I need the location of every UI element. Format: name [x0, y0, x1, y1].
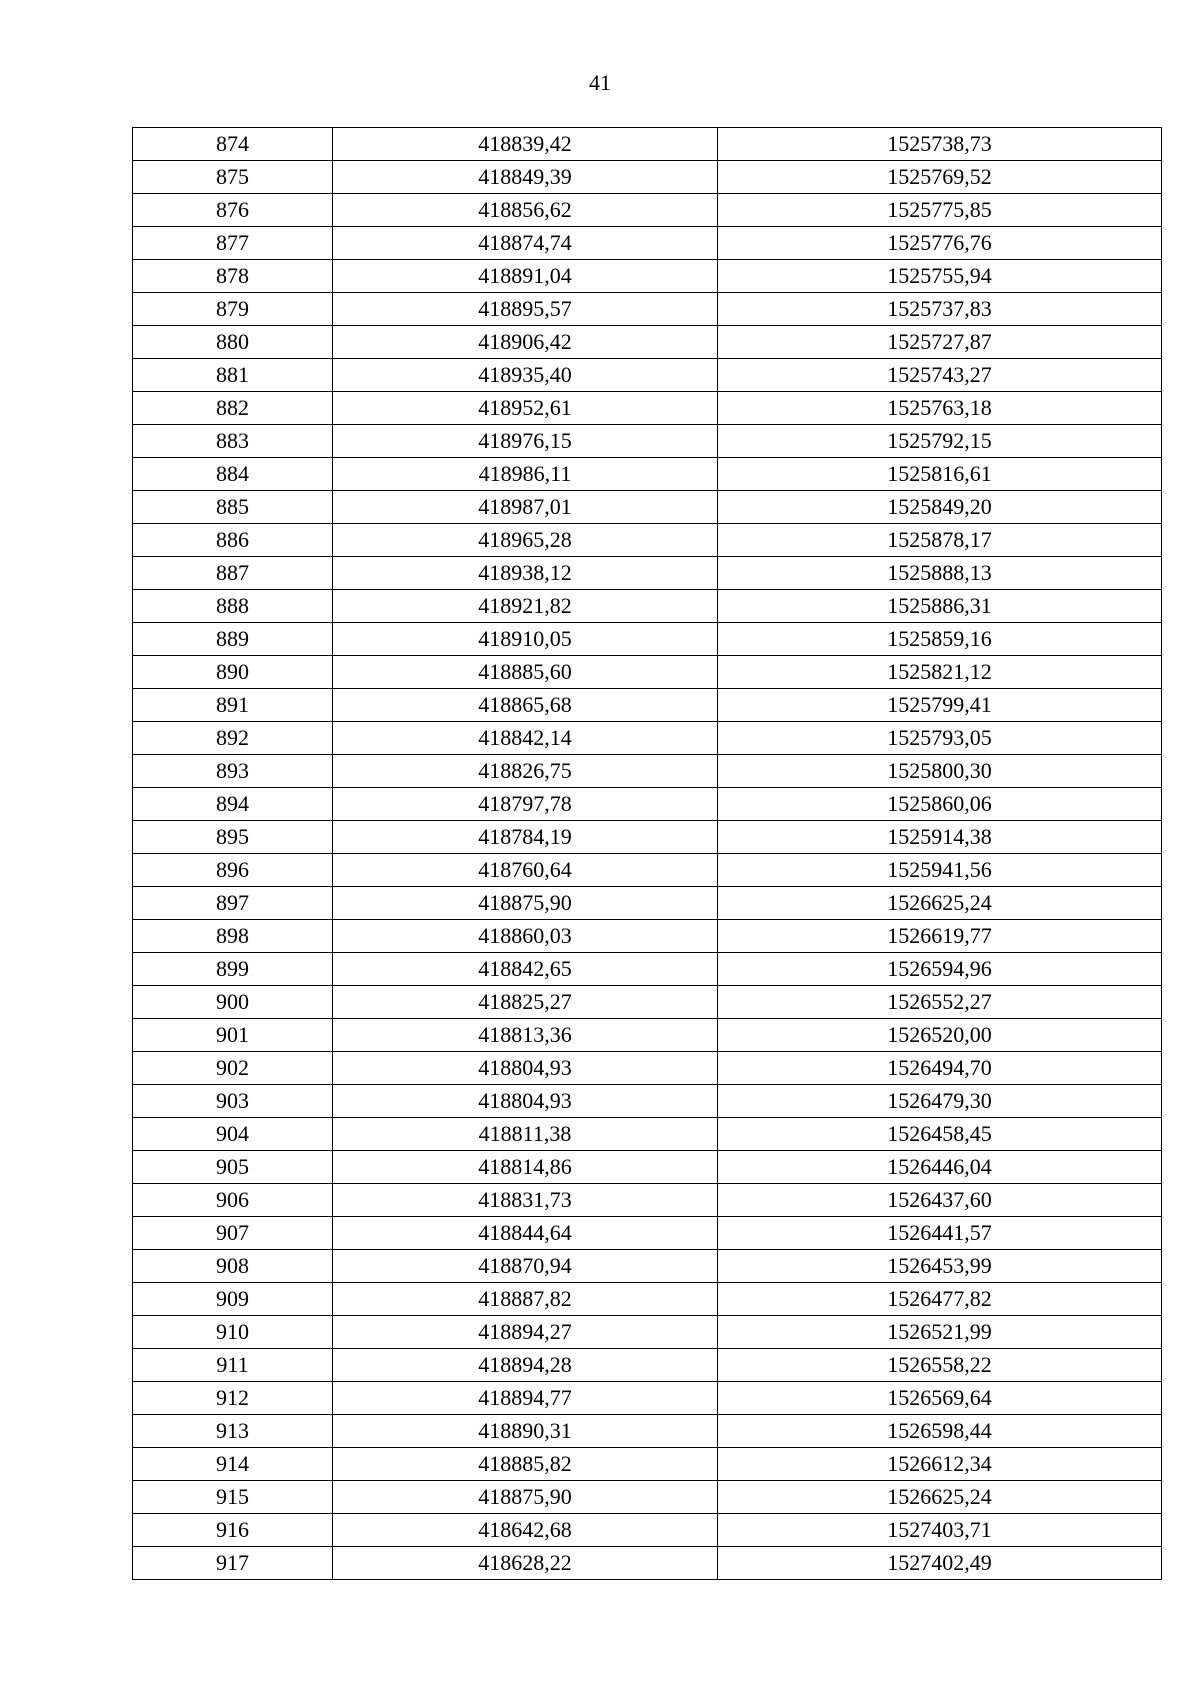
x-coordinate-cell: 418894,27 [333, 1316, 718, 1349]
x-coordinate-cell: 418760,64 [333, 854, 718, 887]
table-row [133, 1283, 1162, 1316]
x-coordinate-cell: 418887,82 [333, 1283, 718, 1316]
table-row [133, 1316, 1162, 1349]
table-row [133, 1250, 1162, 1283]
point-number-cell: 882 [133, 392, 333, 425]
x-coordinate-cell: 418825,27 [333, 986, 718, 1019]
table-row [133, 524, 1162, 557]
point-number-cell: 895 [133, 821, 333, 854]
table-row [133, 491, 1162, 524]
coordinates-table [132, 127, 1162, 1580]
point-number-cell: 913 [133, 1415, 333, 1448]
y-coordinate-cell: 1525737,83 [718, 293, 1162, 326]
y-coordinate-cell: 1526552,27 [718, 986, 1162, 1019]
y-coordinate-cell: 1526453,99 [718, 1250, 1162, 1283]
x-coordinate-cell: 418906,42 [333, 326, 718, 359]
point-number-cell: 912 [133, 1382, 333, 1415]
point-number-cell: 896 [133, 854, 333, 887]
table-row [133, 194, 1162, 227]
y-coordinate-cell: 1525859,16 [718, 623, 1162, 656]
x-coordinate-cell: 418875,90 [333, 1481, 718, 1514]
table-row [133, 1217, 1162, 1250]
y-coordinate-cell: 1525799,41 [718, 689, 1162, 722]
table-row [133, 1349, 1162, 1382]
point-number-cell: 907 [133, 1217, 333, 1250]
point-number-cell: 910 [133, 1316, 333, 1349]
x-coordinate-cell: 418895,57 [333, 293, 718, 326]
x-coordinate-cell: 418874,74 [333, 227, 718, 260]
x-coordinate-cell: 418860,03 [333, 920, 718, 953]
y-coordinate-cell: 1526612,34 [718, 1448, 1162, 1481]
table-row [133, 293, 1162, 326]
table-row [133, 1019, 1162, 1052]
table-row [133, 1052, 1162, 1085]
point-number-cell: 891 [133, 689, 333, 722]
table-row [133, 854, 1162, 887]
x-coordinate-cell: 418865,68 [333, 689, 718, 722]
point-number-cell: 886 [133, 524, 333, 557]
x-coordinate-cell: 418885,82 [333, 1448, 718, 1481]
y-coordinate-cell: 1525727,87 [718, 326, 1162, 359]
point-number-cell: 914 [133, 1448, 333, 1481]
table-row [133, 920, 1162, 953]
y-coordinate-cell: 1525755,94 [718, 260, 1162, 293]
y-coordinate-cell: 1526494,70 [718, 1052, 1162, 1085]
y-coordinate-cell: 1526594,96 [718, 953, 1162, 986]
y-coordinate-cell: 1525878,17 [718, 524, 1162, 557]
table-row [133, 1085, 1162, 1118]
point-number-cell: 892 [133, 722, 333, 755]
table-row [133, 623, 1162, 656]
table-row [133, 788, 1162, 821]
x-coordinate-cell: 418826,75 [333, 755, 718, 788]
y-coordinate-cell: 1525792,15 [718, 425, 1162, 458]
x-coordinate-cell: 418938,12 [333, 557, 718, 590]
point-number-cell: 876 [133, 194, 333, 227]
x-coordinate-cell: 418894,28 [333, 1349, 718, 1382]
point-number-cell: 897 [133, 887, 333, 920]
table-row [133, 359, 1162, 392]
point-number-cell: 880 [133, 326, 333, 359]
table-row [133, 887, 1162, 920]
point-number-cell: 884 [133, 458, 333, 491]
y-coordinate-cell: 1525941,56 [718, 854, 1162, 887]
y-coordinate-cell: 1526437,60 [718, 1184, 1162, 1217]
point-number-cell: 881 [133, 359, 333, 392]
y-coordinate-cell: 1525886,31 [718, 590, 1162, 623]
table-row [133, 689, 1162, 722]
y-coordinate-cell: 1525775,85 [718, 194, 1162, 227]
y-coordinate-cell: 1526625,24 [718, 1481, 1162, 1514]
table-row [133, 1118, 1162, 1151]
x-coordinate-cell: 418891,04 [333, 260, 718, 293]
x-coordinate-cell: 418642,68 [333, 1514, 718, 1547]
y-coordinate-cell: 1525849,20 [718, 491, 1162, 524]
table-row [133, 1151, 1162, 1184]
x-coordinate-cell: 418910,05 [333, 623, 718, 656]
point-number-cell: 890 [133, 656, 333, 689]
table-row [133, 1547, 1162, 1580]
table-row [133, 1382, 1162, 1415]
x-coordinate-cell: 418842,65 [333, 953, 718, 986]
y-coordinate-cell: 1526569,64 [718, 1382, 1162, 1415]
table-row [133, 1481, 1162, 1514]
point-number-cell: 902 [133, 1052, 333, 1085]
x-coordinate-cell: 418842,14 [333, 722, 718, 755]
table-row [133, 260, 1162, 293]
table-row [133, 227, 1162, 260]
table-row [133, 656, 1162, 689]
x-coordinate-cell: 418987,01 [333, 491, 718, 524]
point-number-cell: 877 [133, 227, 333, 260]
x-coordinate-cell: 418628,22 [333, 1547, 718, 1580]
x-coordinate-cell: 418986,11 [333, 458, 718, 491]
y-coordinate-cell: 1525738,73 [718, 128, 1162, 161]
table-row [133, 458, 1162, 491]
y-coordinate-cell: 1526441,57 [718, 1217, 1162, 1250]
table-row [133, 1514, 1162, 1547]
table-row [133, 392, 1162, 425]
point-number-cell: 900 [133, 986, 333, 1019]
x-coordinate-cell: 418894,77 [333, 1382, 718, 1415]
table-row [133, 755, 1162, 788]
y-coordinate-cell: 1525914,38 [718, 821, 1162, 854]
y-coordinate-cell: 1526625,24 [718, 887, 1162, 920]
x-coordinate-cell: 418804,93 [333, 1052, 718, 1085]
x-coordinate-cell: 418875,90 [333, 887, 718, 920]
point-number-cell: 904 [133, 1118, 333, 1151]
y-coordinate-cell: 1526598,44 [718, 1415, 1162, 1448]
x-coordinate-cell: 418952,61 [333, 392, 718, 425]
y-coordinate-cell: 1526521,99 [718, 1316, 1162, 1349]
table-row [133, 326, 1162, 359]
point-number-cell: 888 [133, 590, 333, 623]
x-coordinate-cell: 418935,40 [333, 359, 718, 392]
table-row [133, 128, 1162, 161]
y-coordinate-cell: 1525763,18 [718, 392, 1162, 425]
point-number-cell: 893 [133, 755, 333, 788]
x-coordinate-cell: 418856,62 [333, 194, 718, 227]
point-number-cell: 885 [133, 491, 333, 524]
y-coordinate-cell: 1525793,05 [718, 722, 1162, 755]
point-number-cell: 905 [133, 1151, 333, 1184]
y-coordinate-cell: 1526458,45 [718, 1118, 1162, 1151]
point-number-cell: 916 [133, 1514, 333, 1547]
point-number-cell: 917 [133, 1547, 333, 1580]
x-coordinate-cell: 418890,31 [333, 1415, 718, 1448]
y-coordinate-cell: 1526558,22 [718, 1349, 1162, 1382]
table-row [133, 161, 1162, 194]
point-number-cell: 883 [133, 425, 333, 458]
point-number-cell: 911 [133, 1349, 333, 1382]
y-coordinate-cell: 1527403,71 [718, 1514, 1162, 1547]
y-coordinate-cell: 1526619,77 [718, 920, 1162, 953]
table-row [133, 1448, 1162, 1481]
point-number-cell: 894 [133, 788, 333, 821]
x-coordinate-cell: 418844,64 [333, 1217, 718, 1250]
x-coordinate-cell: 418797,78 [333, 788, 718, 821]
x-coordinate-cell: 418976,15 [333, 425, 718, 458]
x-coordinate-cell: 418885,60 [333, 656, 718, 689]
y-coordinate-cell: 1527402,49 [718, 1547, 1162, 1580]
point-number-cell: 879 [133, 293, 333, 326]
table-row [133, 953, 1162, 986]
x-coordinate-cell: 418814,86 [333, 1151, 718, 1184]
x-coordinate-cell: 418839,42 [333, 128, 718, 161]
table-row [133, 722, 1162, 755]
table-row [133, 425, 1162, 458]
y-coordinate-cell: 1525860,06 [718, 788, 1162, 821]
point-number-cell: 915 [133, 1481, 333, 1514]
table-row [133, 590, 1162, 623]
x-coordinate-cell: 418831,73 [333, 1184, 718, 1217]
x-coordinate-cell: 418965,28 [333, 524, 718, 557]
x-coordinate-cell: 418804,93 [333, 1085, 718, 1118]
point-number-cell: 898 [133, 920, 333, 953]
table-row [133, 1184, 1162, 1217]
point-number-cell: 901 [133, 1019, 333, 1052]
point-number-cell: 899 [133, 953, 333, 986]
y-coordinate-cell: 1526477,82 [718, 1283, 1162, 1316]
page-number: 41 [589, 70, 611, 95]
y-coordinate-cell: 1525816,61 [718, 458, 1162, 491]
y-coordinate-cell: 1525800,30 [718, 755, 1162, 788]
y-coordinate-cell: 1526520,00 [718, 1019, 1162, 1052]
table-row [133, 557, 1162, 590]
point-number-cell: 906 [133, 1184, 333, 1217]
x-coordinate-cell: 418870,94 [333, 1250, 718, 1283]
point-number-cell: 875 [133, 161, 333, 194]
table-row [133, 986, 1162, 1019]
point-number-cell: 878 [133, 260, 333, 293]
point-number-cell: 909 [133, 1283, 333, 1316]
y-coordinate-cell: 1525888,13 [718, 557, 1162, 590]
table-row [133, 821, 1162, 854]
x-coordinate-cell: 418921,82 [333, 590, 718, 623]
y-coordinate-cell: 1526446,04 [718, 1151, 1162, 1184]
y-coordinate-cell: 1525743,27 [718, 359, 1162, 392]
point-number-cell: 903 [133, 1085, 333, 1118]
y-coordinate-cell: 1526479,30 [718, 1085, 1162, 1118]
coordinates-table-body [133, 128, 1162, 1580]
table-row [133, 1415, 1162, 1448]
y-coordinate-cell: 1525821,12 [718, 656, 1162, 689]
x-coordinate-cell: 418784,19 [333, 821, 718, 854]
point-number-cell: 889 [133, 623, 333, 656]
point-number-cell: 908 [133, 1250, 333, 1283]
x-coordinate-cell: 418849,39 [333, 161, 718, 194]
x-coordinate-cell: 418813,36 [333, 1019, 718, 1052]
point-number-cell: 887 [133, 557, 333, 590]
point-number-cell: 874 [133, 128, 333, 161]
y-coordinate-cell: 1525776,76 [718, 227, 1162, 260]
x-coordinate-cell: 418811,38 [333, 1118, 718, 1151]
y-coordinate-cell: 1525769,52 [718, 161, 1162, 194]
